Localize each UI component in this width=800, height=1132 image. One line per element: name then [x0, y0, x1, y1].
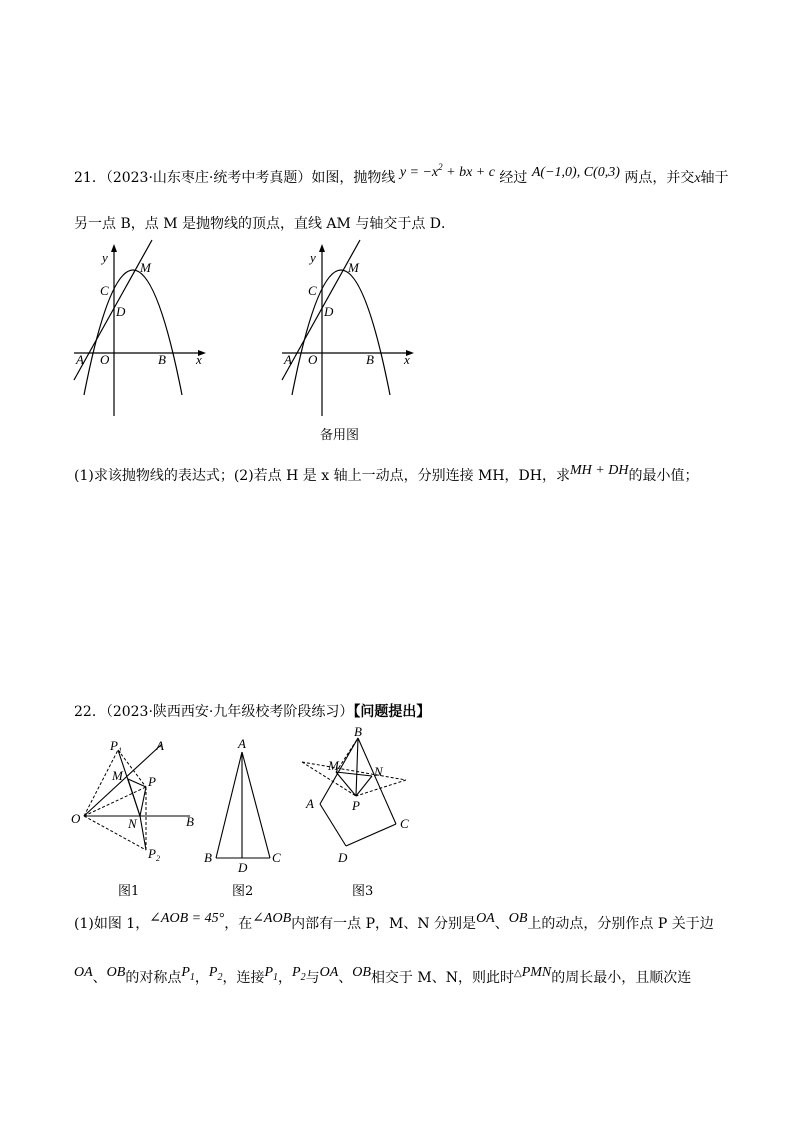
q21-x: x: [694, 171, 701, 186]
q22-fig1-label-N: N: [128, 816, 137, 831]
fig1-label-O: O: [100, 352, 110, 367]
fig1-label-B: B: [158, 352, 166, 367]
fig2-label-A: A: [284, 352, 292, 367]
q22-number: 22．: [74, 704, 106, 720]
q22-fig1-label-P1: $P_1$: [110, 738, 122, 755]
q21-figure-2: [278, 240, 418, 420]
q22-fig3-label-M: M: [328, 758, 339, 773]
q22-caption-1: 图1: [118, 884, 140, 899]
fig1-label-x: x: [196, 352, 202, 367]
q22-figure-3: [296, 724, 416, 870]
fig2-label-M: M: [348, 260, 359, 275]
angle-AOB-45: ∠AOB = 45°: [149, 911, 225, 926]
q21-text: 两点，并交: [624, 170, 695, 186]
q22-fig2-label-D: D: [238, 860, 248, 875]
q22-fig2-label-A: A: [238, 736, 246, 751]
q21-expression: MH + DH: [570, 463, 629, 478]
q21-number: 21．: [74, 170, 106, 186]
angle-AOB: ∠AOB: [252, 911, 292, 926]
q21-points: A(−1,0), C(0,3): [531, 165, 620, 180]
fig2-label-y: y: [310, 250, 316, 265]
q21-line1: [74, 162, 729, 189]
q22-figure-2: [200, 734, 290, 874]
q22-bracket: 【问题提出】: [353, 704, 431, 720]
q22-fig3-label-N: N: [374, 764, 383, 779]
q22-fig1-label-P: P: [148, 774, 156, 789]
q22-source: （2023·陕西西安·九年级校考阶段练习）: [105, 704, 354, 720]
q22-part1-line1: (1)如图 1，∠AOB = 45°，在∠AOB内部有一点 P，M、N 分别是OA、OB上的动点，分别作点 P 关于边: [74, 911, 714, 932]
q22-fig1-label-P2: $P_2$: [148, 846, 160, 863]
q22-part1-line2: OA、OB的对称点$P_1$，$P_2$，连接$P_1$，$P_2$与OA、OB相交于 M、N，则此时△PMN的周长最小，且顺次连: [74, 965, 692, 986]
q21-figure-1: [70, 240, 210, 420]
q22-fig3-label-B: B: [354, 724, 362, 739]
point-P1: $P_1$: [264, 965, 279, 983]
q21-figure-caption: 备用图: [320, 428, 360, 443]
q22-caption-3: 图3: [352, 884, 374, 899]
fig2-label-O: O: [308, 352, 318, 367]
fig1-label-C: C: [100, 283, 109, 298]
fig2-label-x: x: [404, 352, 410, 367]
q21-line2: 另一点 B，点 M 是抛物线的顶点，直线 AM 与轴交于点 D．: [74, 216, 455, 232]
q22-fig3-label-D: D: [338, 850, 348, 865]
point-P2: $P_2$: [292, 965, 306, 983]
q22-fig1-label-A: A: [156, 738, 164, 753]
q22-fig3-label-P: P: [352, 798, 360, 813]
fig1-label-y: y: [102, 250, 108, 265]
q21-text: 如图，抛物线: [311, 170, 396, 186]
q22-caption-2: 图2: [232, 884, 254, 899]
fig2-label-C: C: [308, 283, 317, 298]
fig1-label-D: D: [116, 304, 126, 319]
fig2-label-B: B: [366, 352, 374, 367]
q22-fig1-label-B: B: [186, 814, 194, 829]
fig2-label-D: D: [324, 304, 334, 319]
q22-fig3-label-A: A: [306, 796, 314, 811]
q21-parts: (1)求该抛物线的表达式；(2)若点 H 是 x 轴上一动点，分别连接 MH，DH，求MH + DH的最小值；: [74, 463, 699, 484]
q21-source: （2023·山东枣庄·统考中考真题）: [105, 170, 312, 186]
q22-fig3-label-C: C: [400, 816, 409, 831]
q21-text: 轴于: [700, 170, 729, 186]
q22-fig2-label-B: B: [204, 850, 212, 865]
fig1-label-A: A: [76, 352, 84, 367]
q21-equation: $y = -x^2$ + bx + c: [399, 162, 495, 180]
point-P1: $P_1$: [181, 965, 195, 983]
q22-fig1-label-O: O: [71, 811, 81, 826]
fig1-label-M: M: [140, 260, 151, 275]
q21-text: 经过: [499, 170, 528, 186]
q22-line1: [74, 702, 430, 722]
q22-fig2-label-C: C: [272, 850, 281, 865]
point-P2: $P_2$: [208, 965, 223, 983]
q22-figure-1: [68, 730, 208, 870]
q22-fig1-label-M: M: [112, 768, 123, 783]
